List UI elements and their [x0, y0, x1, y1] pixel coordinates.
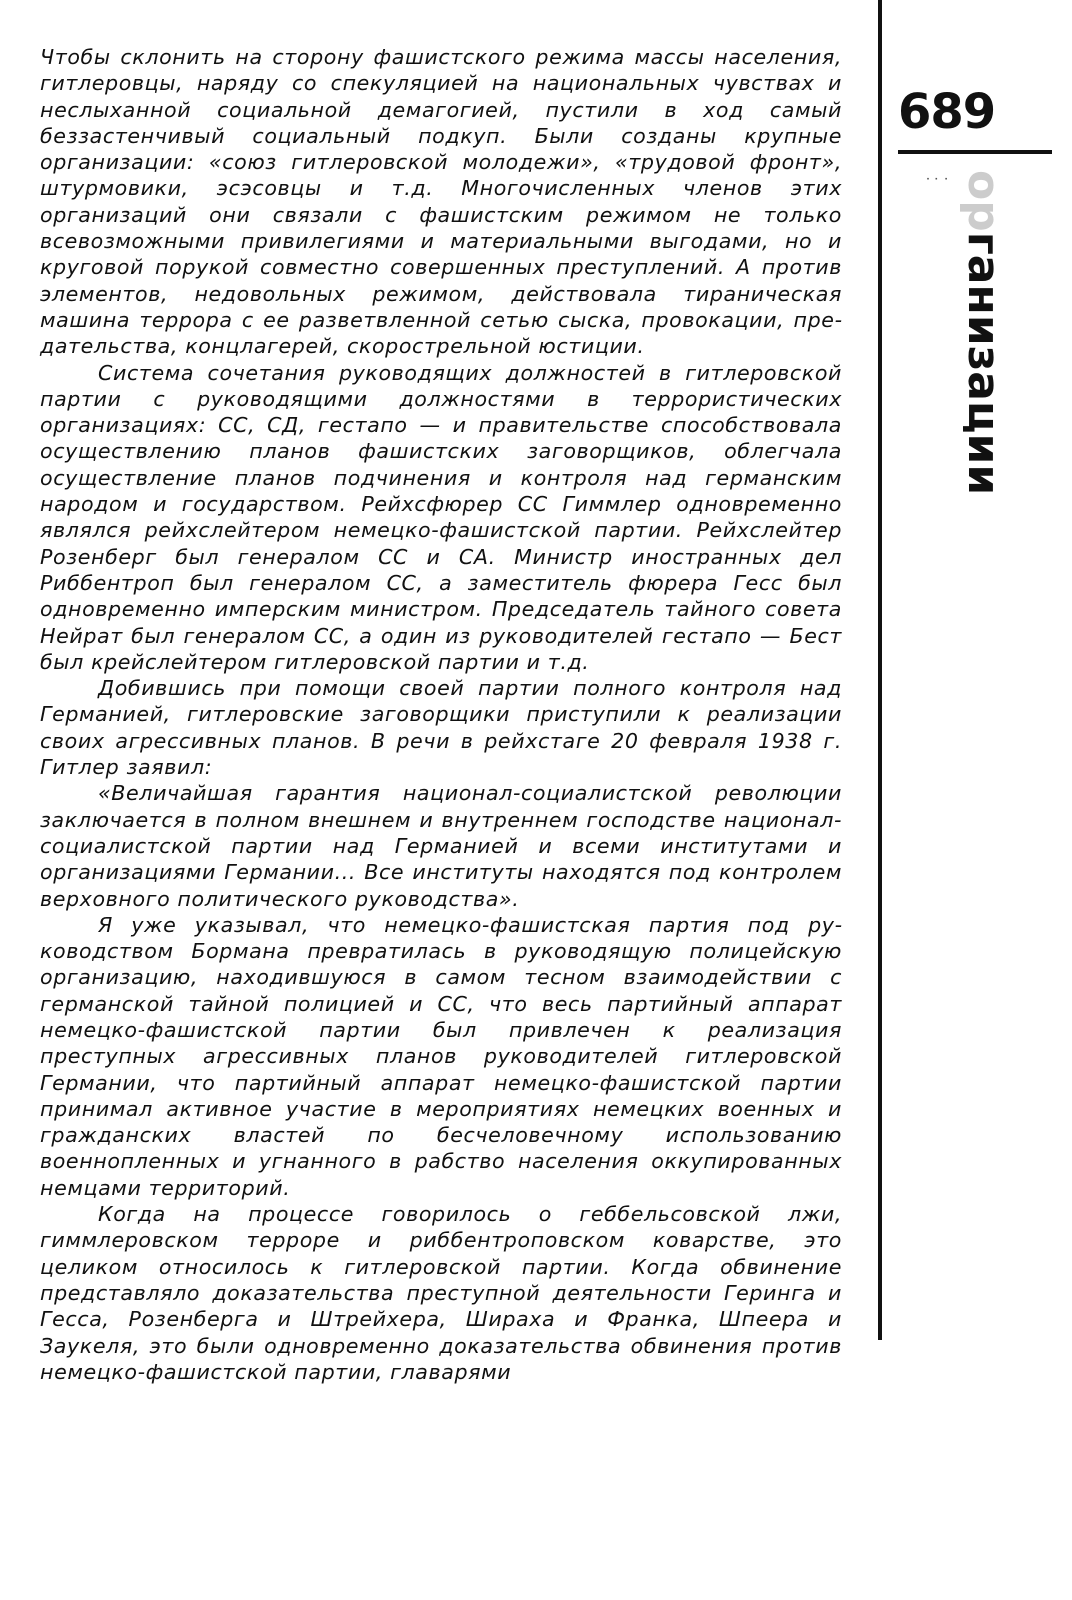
paragraph-5: Я уже указывал, что немецко-фашистская партия под руководством Бормана превратилась в руководящую полицейскую организацию, находившуюся в самом тесном взаимодействии с германской тайной полицией и СС, что весь партийный аппарат немецко-фашистской партии был привлечен к реализация преступных агрессивных планов руководителей гитлеровской Германии, что партийный аппарат немецко-фашистской партии принимал активное участие в мероприятиях немецких военных и гражданских властей по бесчеловечному использованию военнопленных и угнанного в рабство населения оккупированных немцами территорий. — [40, 912, 842, 1200]
paragraph-3: Добившись при помощи своей партии полного контроля над Германией, гитлеровские заговорщики приступили к реализации своих агрессивных планов. В речи в рейхстаге 20 февраля 1938 г. Гитлер заявил: — [40, 676, 842, 780]
page-number: 689 — [898, 84, 996, 140]
paragraph-6: Когда на процессе говорилось о геббельсовской лжи, гиммлеровском терроре и риббентроповском коварстве, это целиком относилось к гитлеровской партии. Когда обвинение представляло доказательства преступной деятельности Геринга и Гесса, Розенберга и Штрейхера, Шираха и Франка, Шпеера и Заукеля, это были одновременно доказательства обвинения против немецко-фашистской партии, главарями — [40, 1202, 842, 1384]
paragraph-2: Система сочетания руководящих должностей в гитлеровской партии с руководящими должностями в террористических организациях: СС, СД, гестапо — и правительстве способствовала осуществлению планов фашистских заговорщиков, облегчала осуществление планов подчинения и контроля над германским народом и государством. Рейхсфюрер СС Гиммлер одновременно являлся рейхслейтером немецко-фашистской партии. Рейхслейтер Розенберг был генералом СС и СА. Министр иностранных дел Риббентроп был генералом СС, а заместитель фюрера Гесс был одновременно имперским министром. Председатель тайного совета Нейрат был генералом СС, а один из руководителей гестапо — Бест был крейслейтером гитлеровской партии и т.д. — [40, 360, 842, 674]
body-text — [40, 44, 842, 1385]
running-head-text: ганизации — [958, 231, 1009, 496]
running-head-faded: ор — [958, 170, 1009, 232]
margin-vertical-rule — [878, 0, 882, 1340]
paragraph-1: Чтобы склонить на сторону фашистского режима массы населения, гитлеровцы, наряду со спекуляцией на национальных чувствах и неслыханной социальной демагогией, пустили в ход самый беззастенчивый социальный подкуп. Были созданы крупные организации: «союз гитлеровской молодежи», «трудовой фронт», штурмовики, эсэсовцы и т.д. Многочисленных членов этих организаций они связали с фашистским режимом не только всевозможными привилегиями и материальными выгодами, но и круговой порукой совместно совершенных преступлений. А против элементов, недовольных режимом, действовала тираническая машина террора с ее разветвленной сетью сыска, провокации, предательства, концлагерей, скорострельной юстиции. — [40, 45, 842, 359]
quote-paragraph: «Величайшая гарантия национал-социалистской революции заключается в полном внешнем и внутреннем господстве национал-социалистской партии над Германией и всеми институтами и организациями Германии... Все институты находятся под контролем верховного политического руководства». — [40, 781, 842, 911]
print-smudge: ˙ ͘ ˙ — [924, 175, 951, 194]
page-number-rule — [898, 150, 1052, 154]
running-head — [958, 170, 1009, 496]
